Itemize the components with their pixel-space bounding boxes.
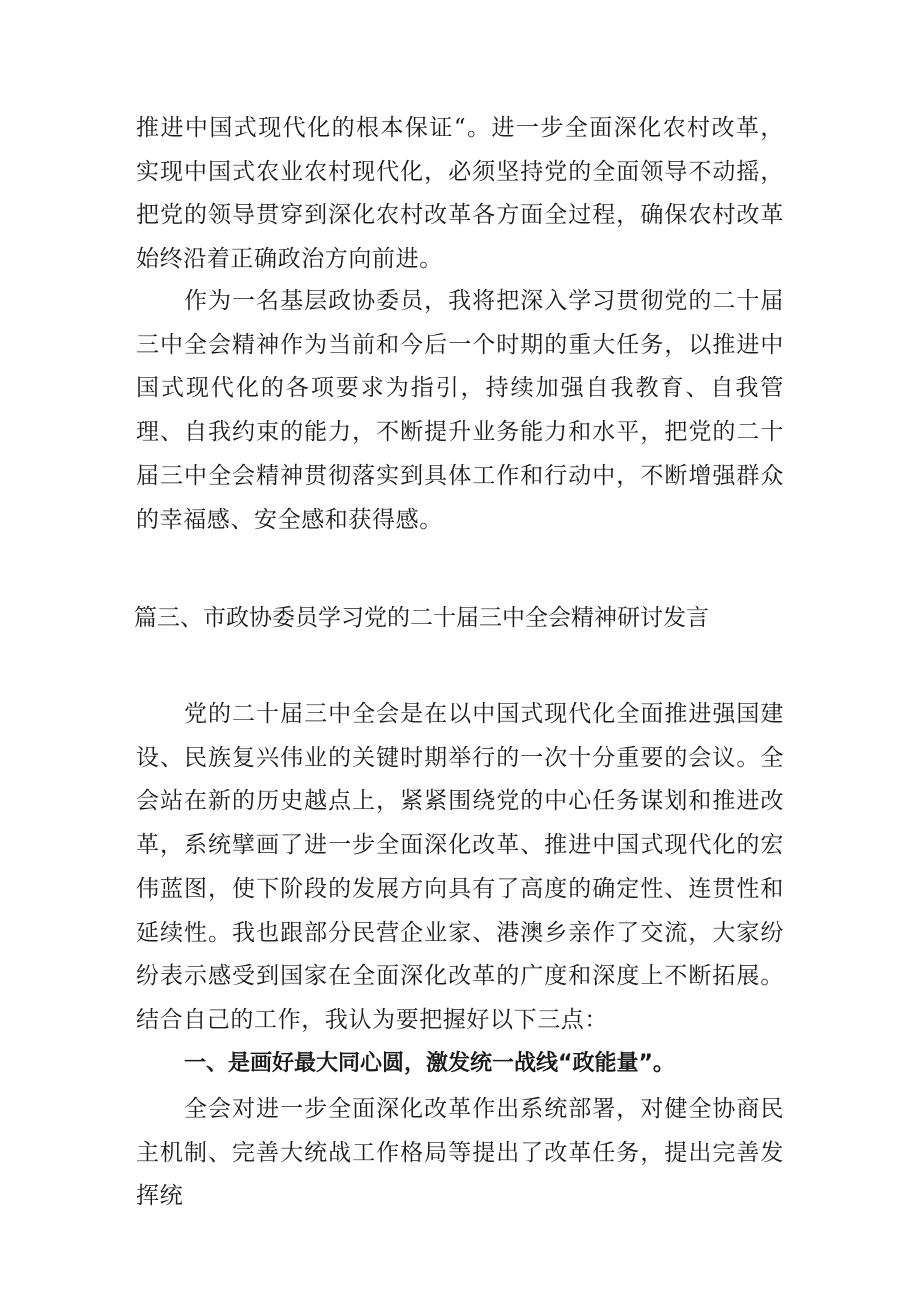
body-paragraph-intro: 党的二十届三中全会是在以中国式现代化全面推进强国建设、民族复兴伟业的关键时期举行的一次十分重要的会议。全会站在新的历史越点上，紧紧围绕党的中心任务谋划和推进改革，系统擘画了进一步全面深化改革、推进中国式现代化的宏伟蓝图，使下阶段的发展方向具有了高度的确定性、连贯性和延续性。我也跟部分民营企业家、港澳乡亲作了交流，大家纷纷表示感受到国家在全面深化改革的广度和深度上不断拓展。结合自己的工作，我认为要把握好以下三点： [136,701,784,1033]
body-paragraph-continued: 推进中国式现代化的根本保证“。进一步全面深化农村改革，实现中国式农业农村现代化，必须坚持党的全面领导不动摇，把党的领导贯穿到深化农村改革各方面全过程，确保农村改革始终沿着正确政治方向前进。 [136,115,784,273]
body-paragraph-final: 全会对进一步全面深化改革作出系统部署，对健全协商民主机制、完善大统战工作格局等提出了改革任务，提出完善发挥统 [136,1096,784,1210]
body-paragraph-commitment: 作为一名基层政协委员，我将把深入学习贯彻党的二十届三中全会精神作为当前和今后一个时期的重大任务，以推进中国式现代化的各项要求为指引，持续加强自我教育、自我管理、自我约束的能力，不断提升业务能力和水平，把党的二十届三中全会精神贯彻落实到具体工作和行动中，不断增强群众的幸福感、安全感和获得感。 [136,288,784,533]
section-subheading: 一、是画好最大同心圆，激发统一战线“政能量”。 [184,1051,675,1076]
section-title: 篇三、市政协委员学习党的二十届三中全会精神研讨发言 [134,605,709,631]
